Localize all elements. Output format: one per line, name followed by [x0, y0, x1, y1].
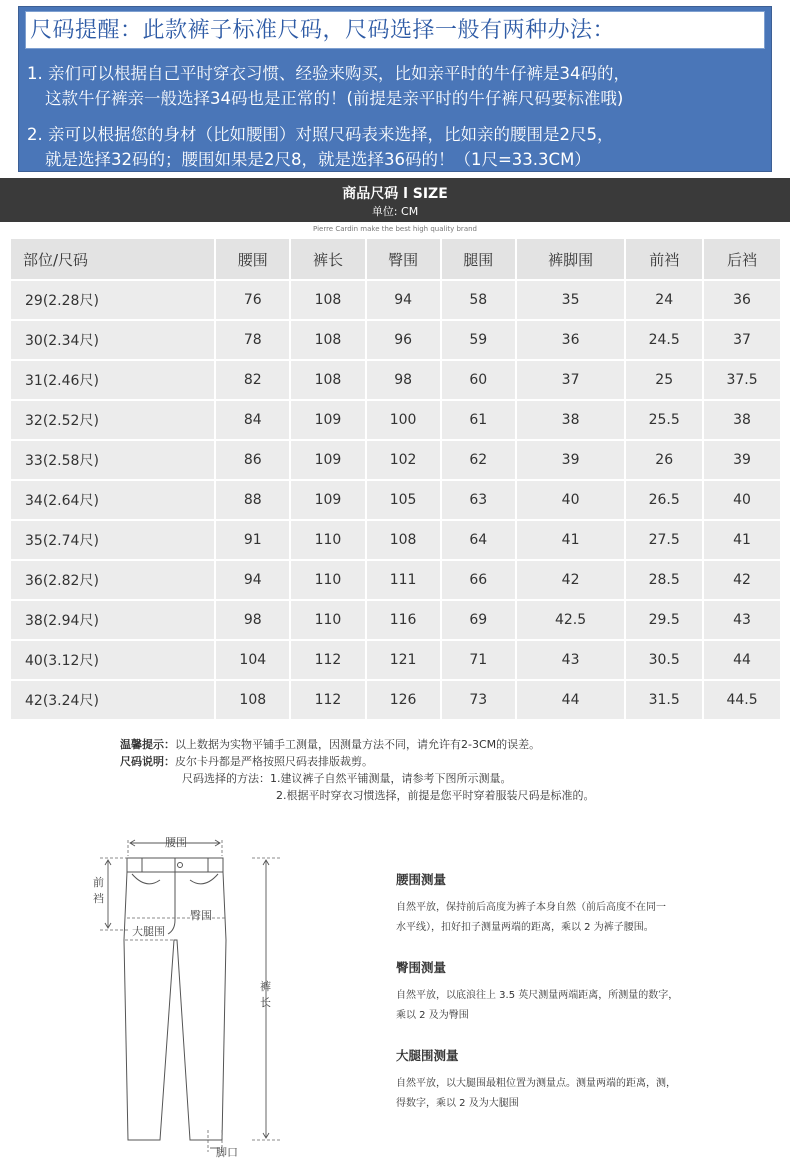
size-reminder-box — [18, 6, 772, 172]
table-header-row — [11, 239, 780, 279]
table-cell: 108 — [216, 681, 289, 719]
table-cell: 27.5 — [626, 521, 702, 559]
table-cell: 110 — [291, 521, 364, 559]
table-row — [11, 681, 780, 719]
thigh-measure-line1: 自然平放，以大腿围最粗位置为测量点。测量两端的距离，测， — [396, 1078, 676, 1089]
table-cell: 25.5 — [626, 401, 702, 439]
table-cell: 112 — [291, 681, 364, 719]
table-cell: 42.5 — [517, 601, 624, 639]
header-cell: 前裆 — [626, 239, 702, 279]
table-cell: 71 — [442, 641, 515, 679]
table-row — [11, 641, 780, 679]
hip-measure-section — [396, 958, 696, 1026]
waist-measure-title: 腰围测量 — [396, 872, 447, 887]
waist-label: 腰围 — [165, 836, 187, 849]
table-cell: 42(3.24尺) — [11, 681, 214, 719]
table-cell: 109 — [291, 441, 364, 479]
table-row — [11, 281, 780, 319]
thigh-measure-section — [396, 1046, 696, 1114]
table-cell: 24.5 — [626, 321, 702, 359]
table-cell: 40 — [704, 481, 780, 519]
thigh-measure-line2: 得数字，乘以 2 及为大腿围 — [396, 1098, 519, 1109]
front-rise-label-1: 前 — [93, 876, 104, 889]
table-cell: 37.5 — [704, 361, 780, 399]
table-cell: 59 — [442, 321, 515, 359]
reminder-method-1-line2: 这款牛仔裤亲一般选择34码也是正常的！(前提是亲平时的牛仔裤尺码要标准哦) — [45, 89, 624, 108]
tip-label: 温馨提示： — [120, 738, 175, 751]
table-cell: 88 — [216, 481, 289, 519]
header-cell: 裤脚围 — [517, 239, 624, 279]
table-row — [11, 361, 780, 399]
table-cell: 61 — [442, 401, 515, 439]
table-cell: 36 — [517, 321, 624, 359]
waist-measure-line1: 自然平放，保持前后高度为裤子本身自然（前后高度不在同一 — [396, 902, 666, 913]
waist-measure-section — [396, 870, 696, 938]
table-cell: 41 — [704, 521, 780, 559]
table-cell: 40 — [517, 481, 624, 519]
table-cell: 84 — [216, 401, 289, 439]
table-cell: 73 — [442, 681, 515, 719]
table-cell: 26 — [626, 441, 702, 479]
table-cell: 43 — [704, 601, 780, 639]
reminder-method-2-line2: 就是选择32码的；腰围如果是2尺8，就是选择36码的！（1尺=33.3CM） — [45, 150, 591, 169]
table-cell: 108 — [367, 521, 440, 559]
table-cell: 78 — [216, 321, 289, 359]
table-cell: 109 — [291, 481, 364, 519]
table-cell: 94 — [216, 561, 289, 599]
length-label-2: 长 — [260, 996, 271, 1009]
table-cell: 41 — [517, 521, 624, 559]
table-cell: 40(3.12尺) — [11, 641, 214, 679]
table-cell: 105 — [367, 481, 440, 519]
tip-note — [120, 736, 595, 753]
table-row — [11, 561, 780, 599]
thigh-measure-title: 大腿围测量 — [396, 1048, 459, 1063]
table-cell: 44 — [704, 641, 780, 679]
table-cell: 112 — [291, 641, 364, 679]
table-cell: 110 — [291, 561, 364, 599]
tip-text: 以上数据为实物平铺手工测量，因测量方法不同，请允许有2-3CM的误差。 — [175, 738, 541, 751]
table-cell: 32(2.52尺) — [11, 401, 214, 439]
header-cell: 后裆 — [704, 239, 780, 279]
table-cell: 35 — [517, 281, 624, 319]
header-cell: 臀围 — [367, 239, 440, 279]
table-cell: 108 — [291, 281, 364, 319]
table-cell: 108 — [291, 321, 364, 359]
table-cell: 44.5 — [704, 681, 780, 719]
table-cell: 31(2.46尺) — [11, 361, 214, 399]
hip-measure-line1: 自然平放，以底浪往上 3.5 英尺测量两端距离，所测量的数字， — [396, 990, 679, 1001]
table-cell: 111 — [367, 561, 440, 599]
header-cell: 腿围 — [442, 239, 515, 279]
size-note — [120, 753, 595, 770]
size-header — [0, 178, 790, 222]
hip-label: 臀围 — [190, 909, 212, 922]
table-cell: 44 — [517, 681, 624, 719]
table-cell: 96 — [367, 321, 440, 359]
size-unit: 单位: CM — [371, 205, 419, 218]
size-notes — [120, 736, 595, 804]
header-cell: 裤长 — [291, 239, 364, 279]
table-cell: 110 — [291, 601, 364, 639]
table-row — [11, 401, 780, 439]
table-cell: 86 — [216, 441, 289, 479]
table-cell: 98 — [367, 361, 440, 399]
table-cell: 116 — [367, 601, 440, 639]
table-cell: 39 — [704, 441, 780, 479]
table-row — [11, 521, 780, 559]
table-cell: 36(2.82尺) — [11, 561, 214, 599]
table-cell: 24 — [626, 281, 702, 319]
table-cell: 60 — [442, 361, 515, 399]
table-cell: 29(2.28尺) — [11, 281, 214, 319]
table-cell: 33(2.58尺) — [11, 441, 214, 479]
table-cell: 30(2.34尺) — [11, 321, 214, 359]
table-cell: 104 — [216, 641, 289, 679]
table-cell: 30.5 — [626, 641, 702, 679]
table-cell: 39 — [517, 441, 624, 479]
pants-measurement-diagram — [80, 830, 300, 1160]
table-cell: 38(2.94尺) — [11, 601, 214, 639]
header-cell: 部位/尺码 — [11, 239, 214, 279]
table-row — [11, 441, 780, 479]
table-cell: 58 — [442, 281, 515, 319]
table-cell: 38 — [704, 401, 780, 439]
hip-measure-line2: 乘以 2 及为臀围 — [396, 1010, 469, 1021]
brand-slogan: Pierre Cardin make the best high quality brand — [313, 225, 477, 233]
header-cell: 腰围 — [216, 239, 289, 279]
method-note-2: 2.根据平时穿衣习惯选择，前提是您平时穿着服装尺码是标准的。 — [276, 789, 595, 802]
reminder-method-2 — [27, 122, 767, 172]
table-cell: 94 — [367, 281, 440, 319]
table-cell: 34(2.64尺) — [11, 481, 214, 519]
table-cell: 126 — [367, 681, 440, 719]
table-cell: 62 — [442, 441, 515, 479]
table-cell: 63 — [442, 481, 515, 519]
front-rise-label-2: 裆 — [93, 892, 104, 905]
table-cell: 25 — [626, 361, 702, 399]
table-cell: 100 — [367, 401, 440, 439]
table-cell: 43 — [517, 641, 624, 679]
size-table — [9, 237, 782, 721]
table-cell: 35(2.74尺) — [11, 521, 214, 559]
hip-measure-title: 臀围测量 — [396, 960, 447, 975]
table-cell: 66 — [442, 561, 515, 599]
table-cell: 64 — [442, 521, 515, 559]
method-note-1: 尺码选择的方法：1.建议裤子自然平铺测量，请参考下图所示测量。 — [182, 772, 512, 785]
table-row — [11, 321, 780, 359]
reminder-method-2-line1: 2. 亲可以根据您的身材（比如腰围）对照尺码表来选择，比如亲的腰围是2尺5， — [27, 125, 614, 144]
table-cell: 82 — [216, 361, 289, 399]
table-cell: 37 — [704, 321, 780, 359]
table-cell: 29.5 — [626, 601, 702, 639]
waist-measure-line2: 水平线），扣好扣子测量两端的距离，乘以 2 为裤子腰围。 — [396, 922, 654, 933]
hem-label: 脚口 — [216, 1146, 238, 1159]
thigh-label: 大腿围 — [132, 925, 165, 938]
table-cell: 28.5 — [626, 561, 702, 599]
table-cell: 102 — [367, 441, 440, 479]
table-cell: 98 — [216, 601, 289, 639]
table-cell: 42 — [517, 561, 624, 599]
table-cell: 108 — [291, 361, 364, 399]
reminder-title: 尺码提醒：此款裤子标准尺码，尺码选择一般有两种办法： — [25, 11, 765, 49]
table-cell: 91 — [216, 521, 289, 559]
table-cell: 121 — [367, 641, 440, 679]
table-cell: 26.5 — [626, 481, 702, 519]
table-cell: 109 — [291, 401, 364, 439]
reminder-method-1-line1: 1. 亲们可以根据自己平时穿衣习惯、经验来购买，比如亲平时的牛仔裤是34码的， — [27, 64, 630, 83]
table-cell: 69 — [442, 601, 515, 639]
size-title: 商品尺码 l SIZE — [342, 186, 448, 202]
size-note-text: 皮尔卡丹都是严格按照尺码表排版裁剪。 — [175, 755, 373, 768]
table-cell: 37 — [517, 361, 624, 399]
table-cell: 36 — [704, 281, 780, 319]
table-cell: 31.5 — [626, 681, 702, 719]
table-row — [11, 601, 780, 639]
reminder-method-1 — [27, 61, 767, 111]
table-cell: 38 — [517, 401, 624, 439]
size-note-label: 尺码说明： — [120, 755, 175, 768]
table-cell: 76 — [216, 281, 289, 319]
table-cell: 42 — [704, 561, 780, 599]
table-row — [11, 481, 780, 519]
length-label-1: 裤 — [260, 980, 271, 993]
